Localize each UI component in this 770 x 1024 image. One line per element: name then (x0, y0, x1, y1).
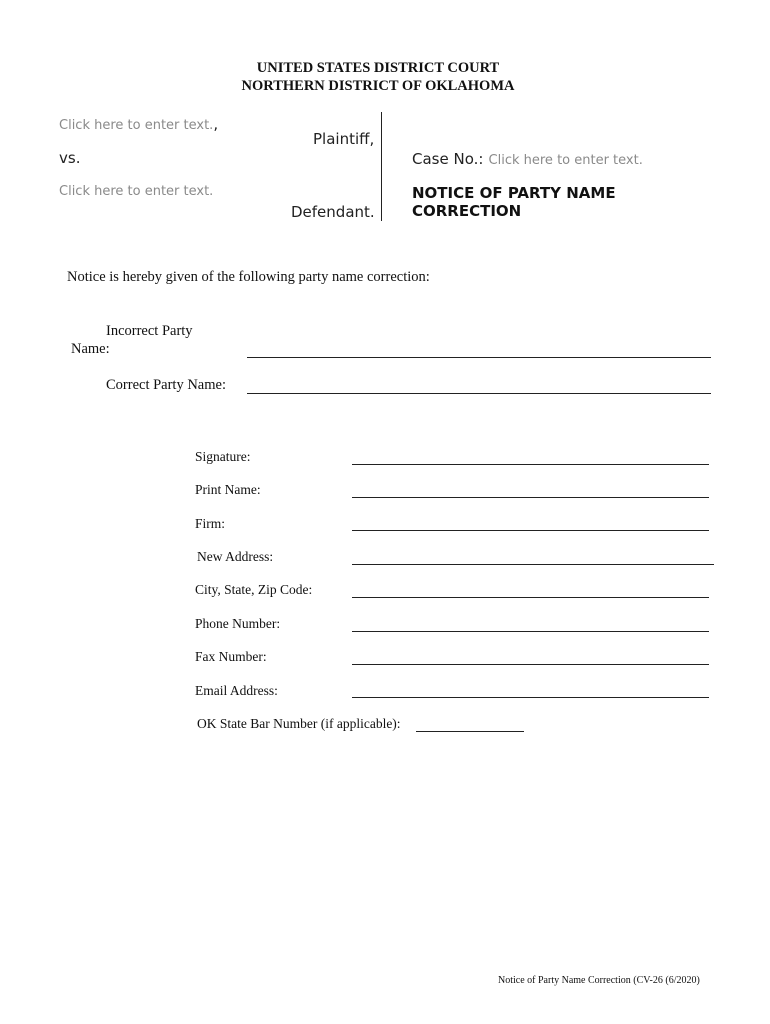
signature-label: Signature: (195, 449, 251, 464)
fax-label: Fax Number: (195, 649, 267, 664)
fax-field[interactable] (352, 664, 709, 665)
defendant-label: Defendant. (291, 203, 375, 221)
incorrect-party-label-line1: Incorrect Party (106, 323, 193, 339)
signature-field[interactable] (352, 464, 709, 465)
correct-party-label: Correct Party Name: (106, 377, 226, 393)
phone-label: Phone Number: (195, 616, 281, 631)
email-label: Email Address: (195, 683, 278, 698)
incorrect-party-name-field[interactable] (247, 357, 711, 358)
court-district: NORTHERN DISTRICT OF OKLAHOMA (241, 78, 515, 94)
incorrect-party-label-line2: Name: (71, 341, 110, 357)
firm-field[interactable] (352, 530, 709, 531)
court-name: UNITED STATES DISTRICT COURT (256, 60, 500, 76)
plaintiff-comma: , (213, 115, 219, 133)
plaintiff-label: Plaintiff, (313, 130, 375, 148)
phone-field[interactable] (352, 631, 709, 632)
print-name-field[interactable] (352, 497, 709, 498)
document-title-line1: NOTICE OF PARTY NAME (412, 184, 616, 202)
bar-number-field[interactable] (416, 731, 524, 732)
document-title-line2: CORRECTION (412, 202, 522, 220)
city-state-zip-label: City, State, Zip Code: (195, 582, 313, 597)
new-address-label: New Address: (197, 549, 274, 564)
vs-label: vs. (59, 149, 81, 167)
print-name-label: Print Name: (195, 482, 261, 497)
city-state-zip-field[interactable] (352, 597, 709, 598)
email-field[interactable] (352, 697, 709, 698)
notice-intro: Notice is hereby given of the following party name correction: (67, 269, 430, 285)
correct-party-name-field[interactable] (247, 393, 711, 394)
firm-label: Firm: (195, 516, 226, 531)
case-number-row (412, 149, 643, 168)
plaintiff-name-field[interactable]: Click here to enter text. (59, 118, 214, 133)
form-footer: Notice of Party Name Correction (CV-26 (6/2020) (498, 975, 700, 986)
plaintiff-entry[interactable] (59, 114, 218, 133)
defendant-name-field[interactable]: Click here to enter text. (59, 184, 214, 199)
caption-divider (381, 112, 382, 221)
new-address-field[interactable] (352, 564, 714, 565)
bar-number-label: OK State Bar Number (if applicable): (197, 716, 401, 731)
case-number-label: Case No.: (412, 150, 484, 168)
case-number-field[interactable]: Click here to enter text. (488, 153, 643, 168)
